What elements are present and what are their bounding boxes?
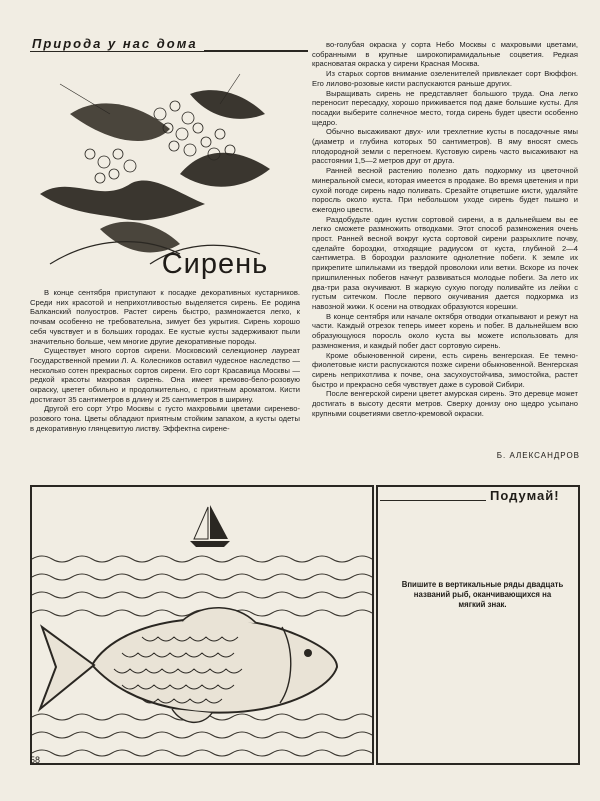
article-paragraph: Из старых сортов внимание озеленителей привлекает сорт Вюффон. Его лилово-розовые кисти распускаются раньше других. — [312, 69, 578, 88]
puzzle-instructions-panel — [376, 485, 580, 765]
article-paragraph: В конце сентября или начале октября отводки откапывают и режут на части. Каждый отрезок теперь имеет корень и побег. В дальнейшем всю образующуюся поросль около куста вы можете использовать для размножения, и каждый побег даст сортовую сирень. — [312, 311, 578, 350]
article-paragraph: Обычно высаживают двух- или трехлетние кусты в посадочные ямы (диаметр и глубина которых 50 сантиметров). В яму вносят смесь плодородной земли с перегноем. Кустовую сирень часто высаживают на расстоянии 1,5—2 метров друг от друга. — [312, 127, 578, 166]
article-paragraph: После венгерской сирени цветет амурская сирень. Это деревце может достигать в высоту десяти метров. Сверху донизу оно щедро усыпано крупными соцветиями светло-кремовой окраски. — [312, 389, 578, 418]
puzzle-instructions: Впишите в вертикальные ряды двадцать названий рыб, оканчивающихся на мягкий знак. — [401, 580, 564, 609]
article-paragraph: Существует много сортов сирени. Московский селекционер лауреат Государственной премии Л. А. Колесников оставил чудесное наследство — несколько сотен прекрасных сортов сирени. Его сорт Красавица Москвы — редкой красоты махровая сирень. Она имеет кремово-бело-розовую окраску, цветет обильно и продолжительно, с приятным ароматом. Кисти достигают 35 сантиметров в длину и 25 сантиметров в ширину. — [30, 346, 300, 404]
article-paragraph: Кроме обыкновенной сирени, есть сирень венгерская. Ее темно-фиолетовые кисти распускаются позже сирени обыкновенной. Венгерская сирень неприхотлива к почве, она засухоустойчива, зимостойка, растет быстро и прекрасно себя чувствует даже в суровой Сибири. — [312, 350, 578, 389]
article-paragraph: Ранней весной растению полезно дать подкормку из цветочной минеральной смеси, которая имеется в продаже. Во время цветения и при сухой погоде сирень надо поливать. Срезайте отцветшие кисти, удаляйте поросль около куста. При небольшом уходе сирень будет пышно и ежегодно цвести. — [312, 166, 578, 214]
article-paragraph: во-голубая окраска у сорта Небо Москвы с махровыми цветами, собранными в крупные широкопирамидальные соцветия. Редкая красноватая окраска у сирени Красная Москва. — [312, 40, 578, 69]
fish-illustration — [32, 487, 372, 763]
article-title: Сирень — [161, 248, 269, 280]
fish-puzzle-panel — [30, 485, 374, 765]
section-heading — [30, 32, 308, 52]
heading-rule — [380, 500, 486, 501]
puzzle-heading: Подумай! — [490, 488, 560, 503]
page-number: 58 — [30, 755, 41, 765]
article-paragraph: В конце сентября приступают к посадке декоративных кустарников. Среди них красотой и неприхотливостью выделяется сирень. Ее родина Балканский полуостров. Растет сирень быстро, размножается легко, к почвам особенно не требовательна, зимует без укрытия. Сирень хорошо себя чувствует и в больших городах. Ее кустые кусты задерживают пыли значительно больше, чем многие другие декоративные породы. — [30, 288, 300, 346]
fish-icon — [40, 608, 337, 723]
section-title: Природа у нас дома — [30, 36, 204, 51]
article-paragraph: Выращивать сирень не представляет большого труда. Она легко переносит пересадку, хорошо приживается под даже большие кусты. Для посадки выберите солнечное место, тогда сирень будет цвести особенно щедро. — [312, 88, 578, 127]
article-paragraph: Другой его сорт Утро Москвы с густо махровыми цветами сиренево-розового тона. Цветы обладают приятным стойким запахом, а кусты одеты в декоративную глянцевитую листву. Эффектна сирене- — [30, 404, 300, 433]
article-author: Б. АЛЕКСАНДРОВ — [496, 451, 580, 460]
article-left-column — [30, 288, 300, 434]
article-right-column — [312, 40, 578, 418]
sailboat-icon — [190, 505, 230, 547]
article-paragraph: Раздобудьте один кустик сортовой сирени, а в дальнейшем вы ее легко сможете размножить отводками. Этот способ размножения очень прост. Ранней весной вокруг куста сортовой сирени разрыхлите почву, сделайте бороздки, отходящие радиусом от куста, глубиной 2—4 сантиметра. В бороздки разложите однолетние побеги. К земле их прикрепите шпильками из твердой проволоки или ветки. Вскоре из почек пришпиленных побегов начнут развиваться молодые побеги. За лето их два-три раза окучивают. В жаркую сухую погоду поливайте из лейки с густым ситечком. После первого окучивания дается подкормка из навозной жижи. К осени на отводках образуются корешки. — [312, 214, 578, 311]
